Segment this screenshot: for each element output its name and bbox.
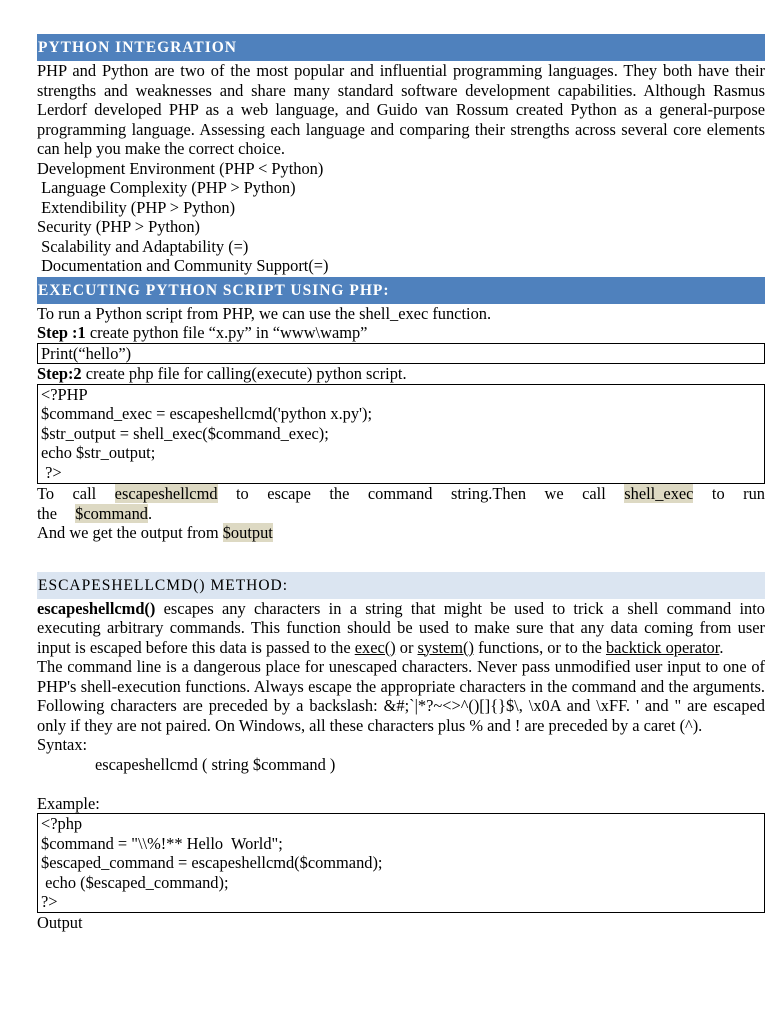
highlight-escapeshellcmd: escapeshellcmd: [114, 484, 218, 503]
code-line: $escaped_command = escapeshellcmd($command);: [41, 853, 383, 872]
step1-text: create python file “x.py” in “www\wamp”: [85, 323, 368, 342]
code-line: ?>: [41, 462, 62, 482]
step1-label: Step :1: [37, 323, 86, 342]
link-exec[interactable]: exec(): [354, 637, 396, 657]
para-text: functions, or to the: [473, 637, 606, 657]
explain-text: To call: [37, 484, 115, 503]
escapeshellcmd-paragraph-2: The command line is a dangerous place for unescaped characters. Never pass unmodified user input to one of PHP's shell-execution functions. Always escape the appropriate characters in the command and the arguments. Following characters are preceded by a backslash: &#;`|*?~<>^()[]{}$\, \x0A and \xFF. ' and " are escaped only if they are not paired. On Windows, all these characters plus % and ! are preceded by a caret (^).: [37, 657, 765, 735]
code-line: $command = "\\%!** Hello World";: [41, 833, 283, 853]
code-line: Print(“hello”): [41, 343, 132, 363]
highlight-output: $output: [222, 523, 273, 542]
bold-escapeshellcmd: escapeshellcmd(): [37, 598, 156, 618]
comparison-item: Development Environment (PHP < Python): [37, 158, 324, 178]
highlight-shell-exec: shell_exec: [624, 484, 694, 503]
para-text: escapes any characters in a string that might be used to trick a shell command into executing arbitrary commands. This function should be used to make sure that any data coming from user input is escaped before this data is passed to the: [37, 598, 765, 657]
code-line: echo $str_output;: [41, 443, 156, 462]
executing-intro: To run a Python script from PHP, we can use the shell_exec function.: [37, 303, 492, 323]
step1-code-box: [37, 343, 765, 365]
explain-paragraph: [37, 484, 765, 523]
step1-line: [37, 323, 765, 343]
comparison-item: Scalability and Adaptability (=): [37, 236, 249, 256]
code-line: <?PHP: [41, 384, 88, 404]
section-header-python-integration: PYTHON INTEGRATION: [37, 34, 765, 61]
step2-line: [37, 364, 765, 384]
section-header-escapeshellcmd: ESCAPESHELLCMD() METHOD:: [37, 572, 765, 599]
escapeshellcmd-paragraph-1: [37, 599, 765, 658]
step2-code-box: [37, 384, 765, 485]
comparison-item: Language Complexity (PHP > Python): [37, 178, 296, 197]
code-line: $str_output = shell_exec($command_exec);: [41, 423, 329, 443]
link-backtick-operator[interactable]: backtick operator: [605, 637, 720, 657]
example-code-box: [37, 813, 765, 913]
code-line: ?>: [41, 892, 58, 911]
syntax-signature: escapeshellcmd ( string $command ): [95, 754, 336, 774]
example-label: Example:: [37, 793, 100, 813]
para-text: .: [719, 637, 724, 657]
comparison-item: Documentation and Community Support(=): [37, 256, 329, 275]
explain-text: to escape the command string.Then we call: [217, 484, 625, 503]
para-text: or: [395, 637, 418, 657]
comparison-item: Extendibility (PHP > Python): [37, 197, 236, 217]
comparison-list: [37, 159, 765, 276]
step2-label: Step:2: [37, 364, 82, 383]
syntax-label: Syntax:: [37, 735, 88, 754]
explain-text: to run the: [37, 484, 765, 523]
code-line: $command_exec = escapeshellcmd('python x.py');: [41, 404, 373, 423]
step2-text: create php file for calling(execute) python script.: [81, 364, 407, 383]
output-line: [37, 523, 765, 543]
document-page: [37, 34, 765, 932]
intro-paragraph: PHP and Python are two of the most popular and influential programming languages. They both have their strengths and weaknesses and share many standard software development capabilities. Although Rasmus Lerdorf developed PHP as a web language, and Guido van Rossum created Python as a general-purpose programming language. Assessing each language and comparing their strengths across several core elements can help you make the correct choice.: [37, 61, 765, 158]
code-line: echo ($escaped_command);: [41, 872, 229, 892]
output-text: And we get the output from: [37, 523, 223, 542]
comparison-item: Security (PHP > Python): [37, 217, 200, 236]
explain-text: .: [147, 503, 153, 523]
link-system[interactable]: system(): [417, 637, 474, 657]
code-line: <?php: [41, 814, 83, 833]
section-header-executing: EXECUTING PYTHON SCRIPT USING PHP:: [37, 277, 765, 304]
highlight-command: $command: [75, 503, 148, 523]
output-label: Output: [37, 912, 83, 932]
